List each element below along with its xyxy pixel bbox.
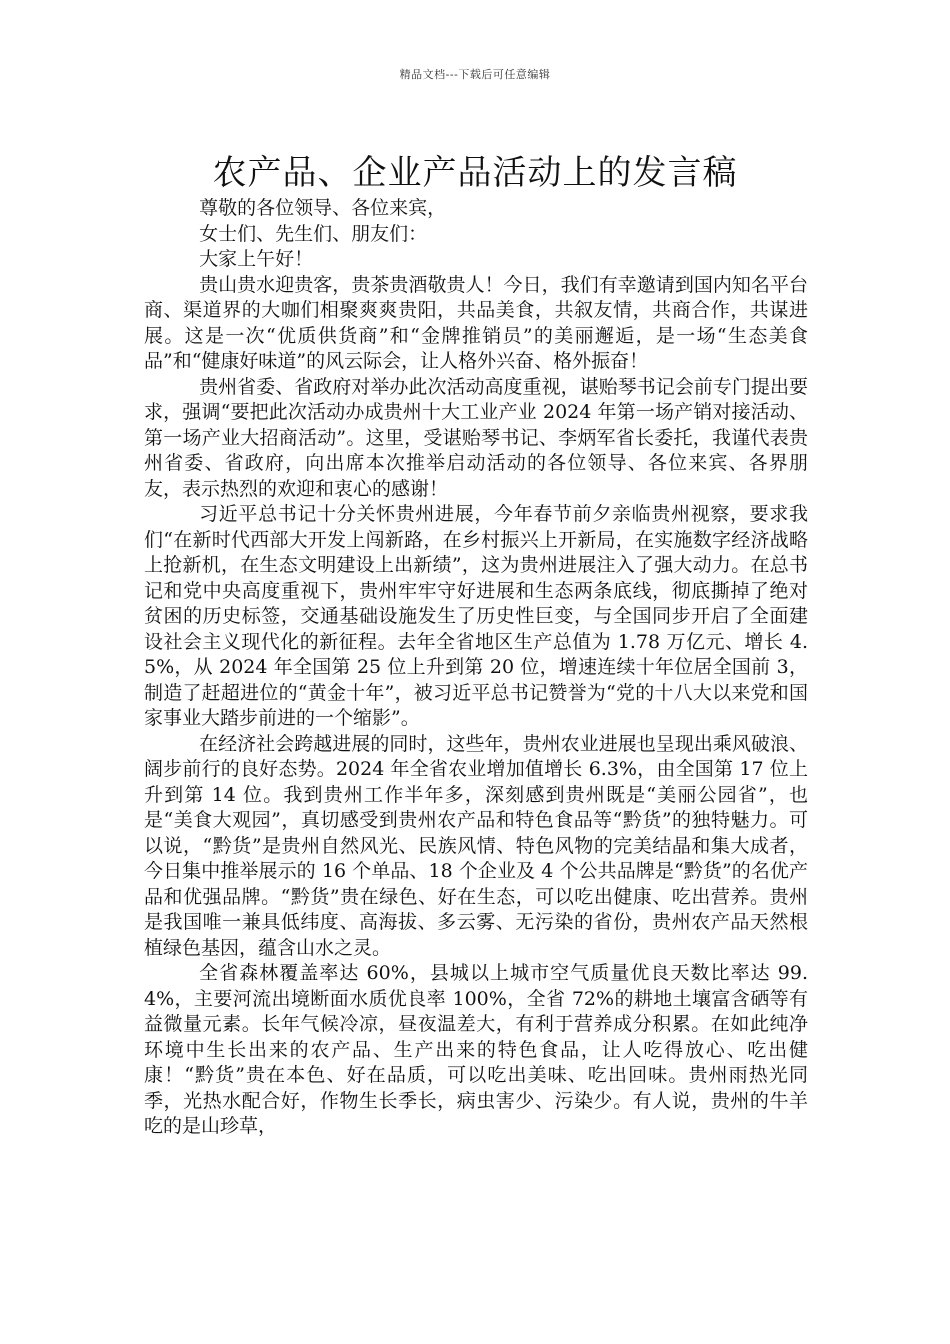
greeting: 大家上午好！ [199,248,314,270]
body-paragraph: 习近平总书记十分关怀贵州进展，今年春节前夕亲临贵州视察，要求我们“在新时代西部大开发上闯新路，在乡村振兴上开新局，在实施数字经济战略上抢新机，在生态文明建设上出新绩”，这为贵州进展注入了强大动力。在总书记和党中央高度重视下，贵州牢牢守好进展和生态两条底线，彻底撕掉了绝对贫困的历史标签，交通基础设施发生了历史性巨变，与全国同步开启了全面建设社会主义现代化的新征程。去年全省地区生产总值为 1.78 万亿元、增长 4.5%，从 2024 年全国第 25 位上升到第 20 位，增速连续十年位居全国前 3，制造了赶超进位的“黄金十年”，被习近平总书记赞誉为“党的十八大以来党和国家事业大踏步前进的一个缩影”。 [144,503,808,729]
document-title: 农产品、企业产品活动上的发言稿 [212,152,738,193]
body-paragraph: 贵山贵水迎贵客，贵茶贵酒敬贵人！今日，我们有幸邀请到国内知名平台商、渠道界的大咖们相聚爽爽贵阳，共品美食，共叙友情，共商合作，共谋进展。这是一次“优质供货商”和“金牌推销员”的美丽邂逅，是一场“生态美食品”和“健康好味道”的风云际会，让人格外兴奋、格外振奋！ [144,273,808,372]
body-paragraph: 在经济社会跨越进展的同时，这些年，贵州农业进展也呈现出乘风破浪、阔步前行的良好态势。2024 年全省农业增加值增长 6.3%，由全国第 17 位上升到第 14 位。我到贵州工作半年多，深刻感到贵州既是“美丽公园省”，也是“美食大观园”，真切感受到贵州农产品和特色食品等“黔货”的独特魅力。可以说，“黔货”是贵州自然风光、民族风情、特色风物的完美结晶和集大成者，今日集中推举展示的 16 个单品、18 个企业及 4 个公共品牌是“黔货”的名优产品和优强品牌。“黔货”贵在绿色、好在生态，可以吃出健康、吃出营养。贵州是我国唯一兼具低纬度、高海拔、多云雾、无污染的省份，贵州农产品天然根植绿色基因，蕴含山水之灵。 [144,732,808,959]
document-body [144,196,808,1140]
header-note: 精品文档---下载后可任意编辑 [399,68,551,81]
salutation-friends: 女士们、先生们、朋友们： [199,222,428,245]
body-paragraph: 贵州省委、省政府对举办此次活动高度重视，谌贻琴书记会前专门提出要求，强调“要把此次活动办成贵州十大工业产业 2024 年第一场产销对接活动、第一场产业大招商活动”。这里，受谌贻琴书记、李炳军省长委托，我谨代表贵州省委、省政府，向出席本次推举启动活动的各位领导、各位来宾、各界朋友，表示热烈的欢迎和衷心的感谢！ [144,375,808,500]
salutation-leaders: 尊敬的各位领导、各位来宾， [199,197,447,219]
body-paragraph: 全省森林覆盖率达 60%，县城以上城市空气质量优良天数比率达 99.4%，主要河流出境断面水质优良率 100%，全省 72%的耕地土壤富含硒等有益微量元素。长年气候冷凉，昼夜温差大，有利于营养成分积累。在如此纯净环境中生长出来的农产品、生产出来的特色食品，让人吃得放心、吃出健康！“黔货”贵在本色、好在品质，可以吃出美味、吃出回味。贵州雨热光同季，光热水配合好，作物生长季长，病虫害少、污染少。有人说，贵州的牛羊吃的是山珍草， [144,962,808,1137]
